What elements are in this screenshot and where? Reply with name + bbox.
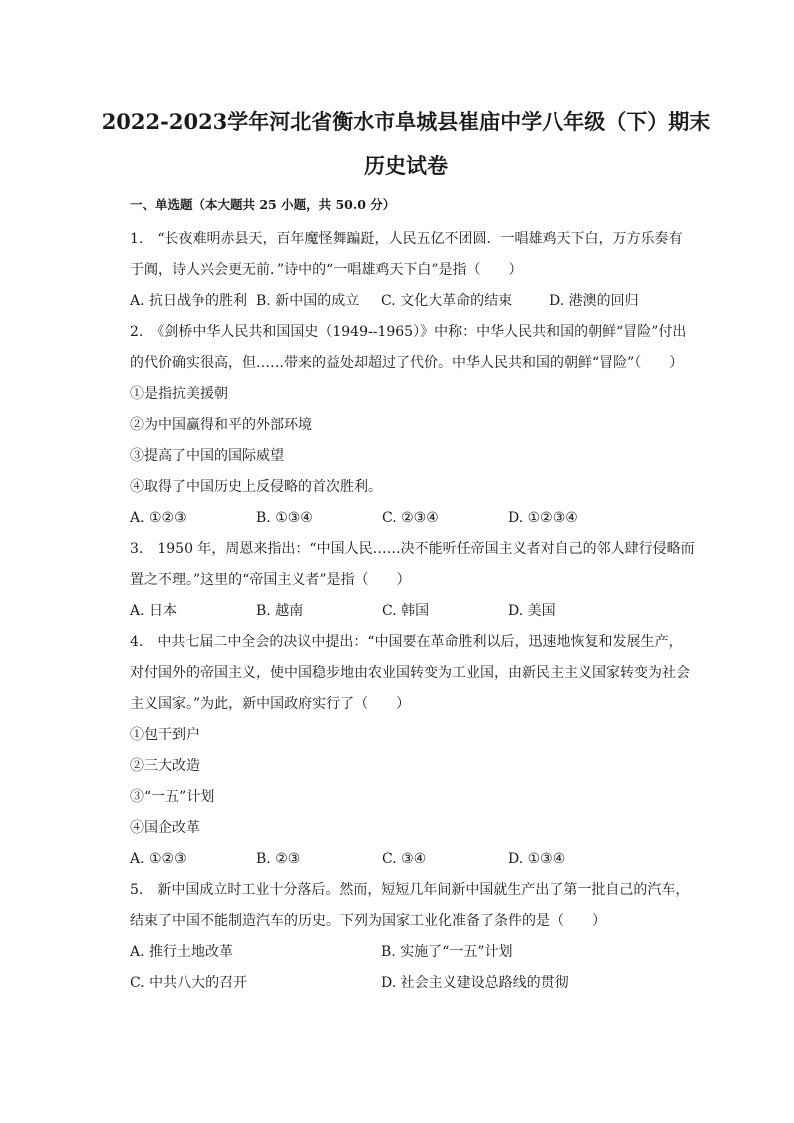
option-b[interactable]: B. 实施了“一五”计划: [381, 944, 513, 960]
question-options: [130, 844, 700, 875]
question-options-row-2: [130, 968, 700, 999]
question-1: [130, 224, 700, 317]
option-d[interactable]: D. ①②③④: [508, 510, 578, 526]
question-text-line: 1. “长夜难明赤县天，百年魔怪舞蹁跹，人民五亿不团圆．一唱雄鸡天下白，万方乐奏有: [130, 231, 683, 247]
question-4: [130, 627, 700, 875]
question-text-line: 3. 1950 年，周恩来指出：“中国人民……决不能听任帝国主义者对自己的邻人肆行侵略而: [130, 541, 695, 557]
question-options: [130, 503, 700, 534]
option-d[interactable]: D. ①③④: [508, 851, 566, 867]
question-text-line: 4. 中共七届二中全会的决议中提出：“中国要在革命胜利以后，迅速地恢复和发展生产，: [130, 634, 683, 650]
option-a[interactable]: A. 日本: [130, 603, 178, 619]
question-options: [130, 596, 700, 627]
question-text-line: 主义国家。”为此，新中国政府实行了（ ）: [130, 696, 411, 712]
section-heading: 一、单选题（本大题共 25 小题，共 50.0 分）: [130, 197, 396, 212]
question-2: [130, 317, 700, 534]
question-statement: ①包干到户: [130, 727, 200, 743]
option-b[interactable]: B. ①③④: [256, 510, 313, 526]
question-5: [130, 875, 700, 999]
question-text-line: 对付国外的帝国主义，使中国稳步地由农业国转变为工业国，由新民主主义国家转变为社会: [130, 665, 690, 681]
option-a[interactable]: A. 推行土地改革: [130, 944, 234, 960]
option-b[interactable]: B. 越南: [256, 603, 304, 619]
exam-title-line-1: 2022-2023学年河北省衡水市阜城县崔庙中学八年级（下）期末: [101, 109, 711, 134]
question-text-line: 5. 新中国成立时工业十分落后。然而，短短几年间新中国就生产出了第一批自己的汽车，: [130, 882, 690, 898]
question-statement: ③“一五”计划: [130, 789, 215, 805]
option-a[interactable]: A. ①②③: [130, 510, 187, 526]
option-b[interactable]: B. 新中国的成立: [256, 293, 360, 309]
question-statement: ④取得了中国历史上反侵略的首次胜利。: [130, 479, 382, 495]
option-d[interactable]: D. 港澳的回归: [549, 293, 639, 309]
option-d[interactable]: D. 美国: [508, 603, 556, 619]
question-text-line: 结束了中国不能制造汽车的历史。下列为国家工业化准备了条件的是（ ）: [130, 913, 606, 929]
option-a[interactable]: A. ①②③: [130, 851, 187, 867]
question-statement: ①是指抗美援朝: [130, 386, 228, 402]
exam-title-line-2: 历史试卷: [364, 153, 448, 178]
question-statement: ④国企改革: [130, 820, 200, 836]
question-options-row-1: [130, 937, 700, 968]
option-a[interactable]: A. 抗日战争的胜利: [130, 293, 248, 309]
question-text-line: 置之不理。”这里的“帝国主义者”是指（ ）: [130, 572, 411, 588]
question-statement: ②为中国赢得和平的外部环境: [130, 417, 312, 433]
option-c[interactable]: C. 韩国: [382, 603, 430, 619]
option-b[interactable]: B. ②③: [256, 851, 301, 867]
option-c[interactable]: C. ③④: [382, 851, 427, 867]
option-c[interactable]: C. ②③④: [382, 510, 439, 526]
option-c[interactable]: C. 中共八大的召开: [130, 975, 248, 991]
option-c[interactable]: C. 文化大革命的结束: [381, 293, 513, 309]
question-text-line: 2. 《剑桥中华人民共和国国史（1949--1965）》中称：中华人民共和国的朝鲜“冒险”付出: [130, 324, 687, 340]
question-statement: ③提高了中国的国际威望: [130, 448, 284, 464]
question-options: [130, 286, 700, 317]
question-text-line: 的代价确实很高，但……带来的益处却超过了代价。中华人民共和国的朝鲜“冒险”（ ）: [130, 355, 684, 371]
question-3: [130, 534, 700, 627]
question-text-line: 于阗，诗人兴会更无前．”诗中的“一唱雄鸡天下白”是指（ ）: [130, 262, 523, 278]
option-d[interactable]: D. 社会主义建设总路线的贯彻: [381, 975, 569, 991]
question-statement: ②三大改造: [130, 758, 200, 774]
